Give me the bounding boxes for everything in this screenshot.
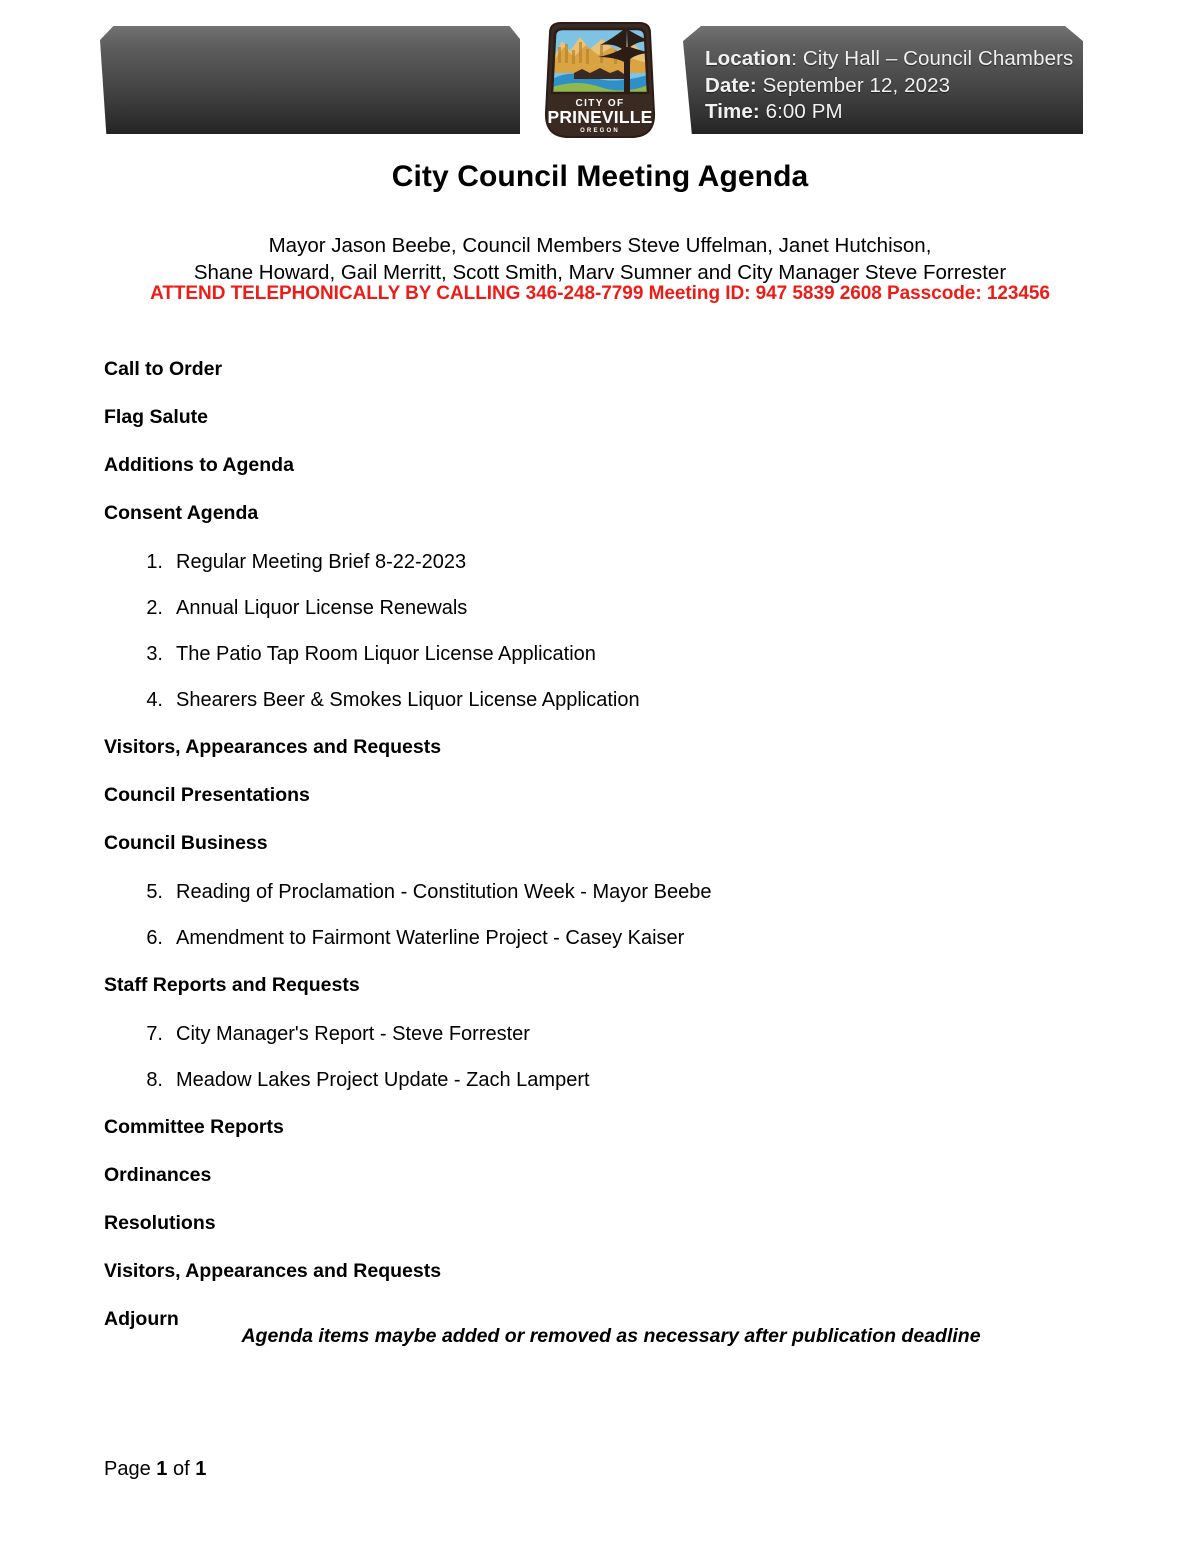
location-value: City Hall – Council Chambers: [802, 47, 1074, 70]
list-item: [104, 926, 1104, 950]
roster-line-2: Shane Howard, Gail Merritt, Scott Smith, Marv Sumner and City Manager Steve Forrester: [193, 261, 1007, 284]
meeting-info-block: [705, 46, 1075, 126]
meeting-info-location: [705, 46, 1075, 73]
list-item-number: 6.: [146, 927, 163, 949]
agenda-heading-staff-reports-and-requests: Staff Reports and Requests: [104, 974, 360, 996]
list-item: [104, 880, 1104, 904]
agenda-heading-ordinances: Ordinances: [104, 1164, 212, 1186]
list-item-label: Meadow Lakes Project Update - Zach Lampert: [176, 1069, 590, 1091]
consent-agenda-item-list: [104, 550, 1104, 712]
list-item: [104, 688, 1104, 712]
list-item-label: Amendment to Fairmont Waterline Project - Casey Kaiser: [176, 927, 685, 949]
agenda-heading-resolutions: Resolutions: [104, 1212, 216, 1234]
time-value: 6:00 PM: [765, 100, 843, 123]
logo-city-of-text: CITY OF: [575, 98, 625, 109]
date-label: Date:: [705, 73, 757, 97]
agenda-heading-consent-agenda: Consent Agenda: [104, 502, 259, 524]
location-label: Location: [705, 47, 792, 70]
agenda-heading-call-to-order: Call to Order: [104, 358, 223, 380]
list-item-number: 7.: [146, 1023, 163, 1045]
footer-page-middle: of: [167, 1458, 196, 1480]
list-item-label: The Patio Tap Room Liquor License Application: [176, 643, 596, 665]
list-item-number: 1.: [146, 551, 163, 573]
date-value: September 12, 2023: [762, 73, 951, 97]
agenda-heading-visitors-appearances-requests-1: Visitors, Appearances and Requests: [104, 736, 442, 758]
list-item-number: 8.: [146, 1069, 163, 1091]
agenda-heading-visitors-appearances-requests-2: Visitors, Appearances and Requests: [104, 1260, 442, 1282]
roster-line-1: Mayor Jason Beebe, Council Members Steve Uffelman, Janet Hutchison,: [268, 234, 932, 257]
list-item-label: Reading of Proclamation - Constitution Week - Mayor Beebe: [176, 881, 712, 903]
footer-total-pages: 1: [195, 1458, 207, 1480]
agenda-heading-committee-reports: Committee Reports: [104, 1116, 284, 1138]
footer-current-page: 1: [156, 1458, 168, 1480]
agenda-heading-council-business: Council Business: [104, 832, 268, 854]
council-business-item-list: [104, 880, 1104, 950]
page-number-footer: [104, 1458, 206, 1481]
telephonic-attendance-notice: ATTEND TELEPHONICALLY BY CALLING 346-248-7799 Meeting ID: 947 5839 2608 Passcode: 123456: [150, 283, 1050, 304]
list-item-label: City Manager's Report - Steve Forrester: [176, 1023, 530, 1045]
staff-reports-item-list: [104, 1022, 1104, 1092]
document-header: [0, 0, 1200, 150]
logo-oregon-text: OREGON: [580, 128, 620, 134]
publication-deadline-note: Agenda items maybe added or removed as necessary after publication deadline: [241, 1325, 981, 1347]
meeting-info-time: [705, 99, 1075, 126]
list-item-label: Regular Meeting Brief 8-22-2023: [176, 551, 467, 573]
list-item: [104, 642, 1104, 666]
agenda-heading-council-presentations: Council Presentations: [104, 784, 310, 806]
agenda-body: [104, 358, 1104, 1356]
list-item: [104, 550, 1104, 574]
list-item-number: 5.: [146, 881, 163, 903]
agenda-heading-additions-to-agenda: Additions to Agenda: [104, 454, 294, 476]
city-of-prineville-logo: [538, 17, 662, 143]
council-roster: [0, 232, 1200, 286]
header-banner-left: [100, 26, 520, 134]
footer-page-prefix: Page: [104, 1458, 157, 1480]
list-item-number: 4.: [146, 689, 163, 711]
list-item-number: 3.: [146, 643, 163, 665]
list-item: [104, 596, 1104, 620]
agenda-heading-adjourn: Adjourn: [104, 1308, 179, 1330]
logo-prineville-text: PRINEVILLE: [547, 107, 653, 127]
list-item: [104, 1068, 1104, 1092]
list-item-label: Annual Liquor License Renewals: [176, 597, 468, 619]
list-item-label: Shearers Beer & Smokes Liquor License Application: [176, 689, 640, 711]
list-item-number: 2.: [146, 597, 163, 619]
meeting-info-date: [705, 73, 1075, 100]
time-label: Time:: [705, 100, 760, 123]
location-separator: :: [791, 47, 803, 70]
agenda-heading-flag-salute: Flag Salute: [104, 406, 209, 428]
list-item: [104, 1022, 1104, 1046]
page-title: City Council Meeting Agenda: [391, 160, 809, 193]
